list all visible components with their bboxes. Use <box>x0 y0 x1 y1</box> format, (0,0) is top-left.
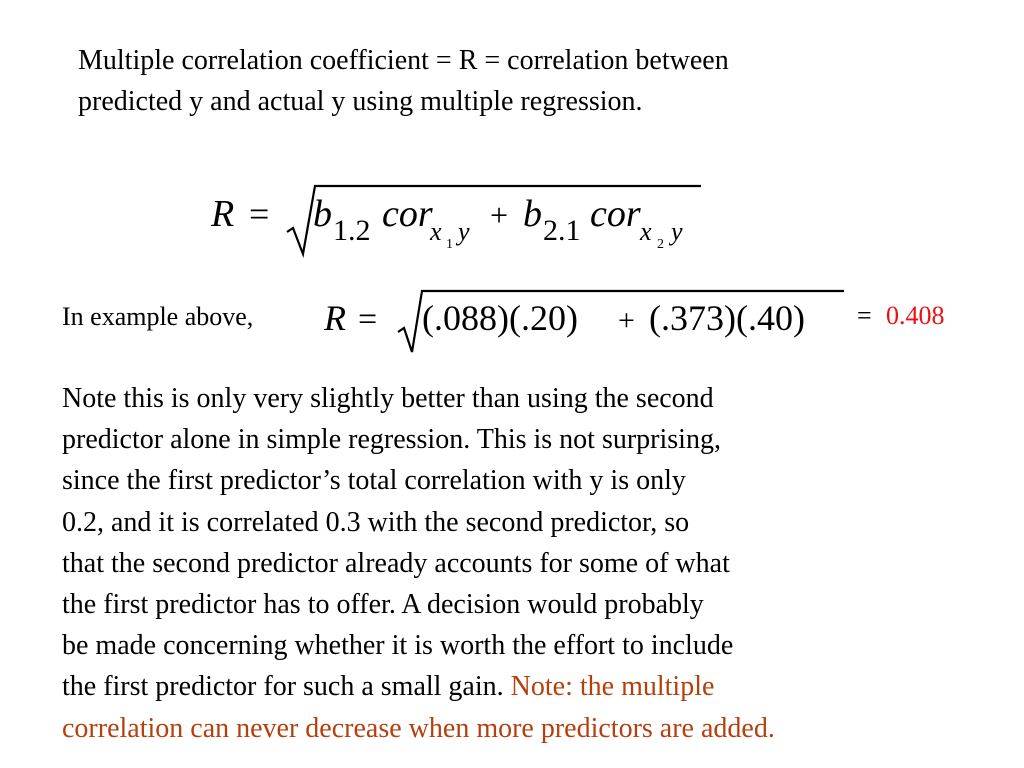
formula-cor1: cor <box>382 193 433 235</box>
formula-x2: x <box>640 217 652 246</box>
result-equals: = <box>857 301 872 330</box>
note-line-2: predictor alone in simple regression. This is not surprising, <box>62 424 721 456</box>
example-term-2: (.373)(.40) <box>649 298 805 338</box>
example-equals: = <box>358 301 378 338</box>
example-formula <box>318 282 858 356</box>
note-highlight-end: correlation can never decrease when more predictors are added. <box>62 712 775 744</box>
note-line-4: 0.2, and it is correlated 0.3 with the second predictor, so <box>62 506 690 538</box>
formula-x1: x <box>430 217 442 246</box>
note-line-8 <box>62 666 962 707</box>
note-text <box>62 378 962 749</box>
note-line-3: since the first predictor’s total correlation with y is only <box>62 465 686 497</box>
general-formula <box>205 176 715 258</box>
general-formula-svg <box>205 176 715 258</box>
formula-y1: y <box>458 217 470 246</box>
formula-x1-subscript: 1 <box>446 237 453 252</box>
note-line-8-text: the first predictor for such a small gain. <box>62 671 504 703</box>
note-line-7: be made concerning whether it is worth the effort to include <box>62 630 734 662</box>
formula-b1-subscript: 1.2 <box>333 214 371 247</box>
note-line-6: the first predictor has to offer. A decision would probably <box>62 589 704 621</box>
result-value: 0.408 <box>886 301 945 330</box>
formula-b1: b <box>313 193 332 235</box>
formula-y2: y <box>671 217 683 246</box>
formula-r: R <box>211 193 235 235</box>
formula-plus: + <box>490 197 509 233</box>
note-highlight-start: Note: the multiple <box>510 671 715 703</box>
example-plus: + <box>618 304 635 337</box>
formula-b2: b <box>523 193 542 235</box>
example-formula-svg <box>318 282 858 356</box>
note-line-1: Note this is only very slightly better than using the second <box>62 383 714 414</box>
example-term-1: (.088)(.20) <box>422 298 578 338</box>
formula-b2-subscript: 2.1 <box>543 214 581 247</box>
formula-cor2: cor <box>590 193 641 235</box>
intro-text <box>78 40 958 122</box>
intro-line-2: predicted y and actual y using multiple regression. <box>78 86 643 117</box>
intro-line-1: Multiple correlation coefficient = R = correlation between <box>78 45 729 76</box>
example-label: In example above, <box>62 302 254 331</box>
formula-equals: = <box>249 194 270 234</box>
note-line-5: that the second predictor already accounts for some of what <box>62 547 730 579</box>
example-r: R <box>324 298 346 338</box>
formula-x2-subscript: 2 <box>657 237 664 252</box>
